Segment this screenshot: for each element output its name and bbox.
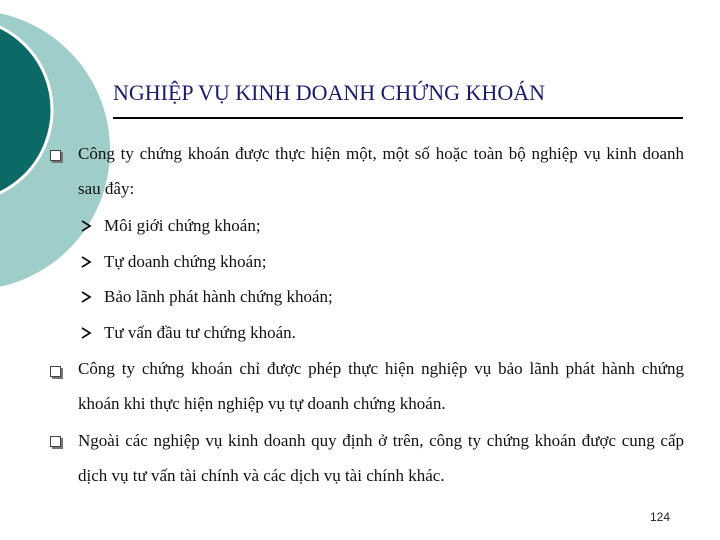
arrow-bullet-icon — [80, 220, 92, 232]
sub-item-label: Tư vấn đầu tư chứng khoán. — [104, 323, 296, 342]
bullet-1-text: Công ty chứng khoán được thực hiện một, một số hoặc toàn bộ nghiệp vụ kinh doanh sau đây: — [78, 144, 684, 198]
square-bullet-icon — [50, 366, 61, 377]
arrow-bullet-icon — [80, 291, 92, 303]
bullet-2-text: Công ty chứng khoán chỉ được phép thực hiện nghiệp vụ bảo lãnh phát hành chứng khoán khi thực hiện nghiệp vụ tự doanh chứng khoán. — [78, 359, 684, 413]
slide-title: NGHIỆP VỤ KINH DOANH CHỨNG KHOÁN — [113, 80, 545, 105]
title-underline — [113, 117, 683, 119]
arrow-bullet-icon — [80, 256, 92, 268]
page-number: 124 — [650, 510, 671, 524]
square-bullet-icon — [50, 436, 61, 447]
sub-item-label: Môi giới chứng khoán; — [104, 216, 261, 235]
sub-item-label: Tự doanh chứng khoán; — [104, 252, 267, 271]
sub-item-label: Bảo lãnh phát hành chứng khoán; — [104, 287, 333, 306]
arrow-bullet-icon — [80, 327, 92, 339]
square-bullet-icon — [50, 150, 61, 161]
bullet-3-text: Ngoài các nghiệp vụ kinh doanh quy định ở trên, công ty chứng khoán được cung cấp dịch vụ tư vấn tài chính và các dịch vụ tài chính khác. — [78, 431, 684, 485]
